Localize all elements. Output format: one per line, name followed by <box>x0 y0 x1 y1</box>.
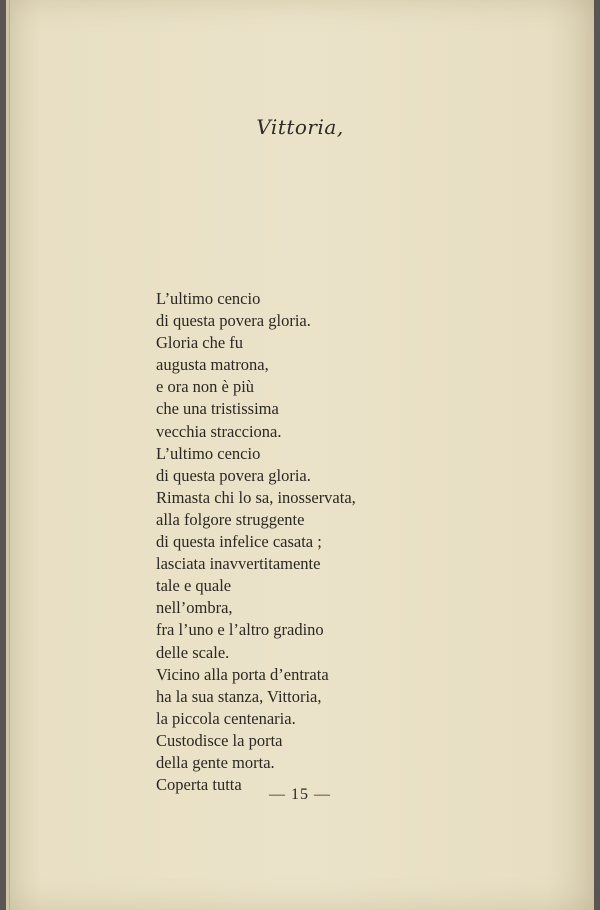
poem-line: che una tristissima <box>156 399 279 419</box>
poem-line: tale e quale <box>156 576 232 596</box>
poem-line: la piccola centenaria. <box>156 708 296 728</box>
poem-line: L’ultimo cencio <box>156 289 261 308</box>
poem-title: Vittoria, <box>256 115 344 139</box>
poem-line: L’ultimo cencio <box>156 443 261 463</box>
poem-line: e ora non è più <box>156 377 255 397</box>
poem-line: lasciata inavvertitamente <box>156 554 321 574</box>
poem-line: di questa povera gloria. <box>156 465 311 485</box>
poem-line: Vicino alla porta d’entrata <box>156 664 329 684</box>
poem-line: delle scale. <box>156 642 230 662</box>
poem-line: di questa povera gloria. <box>156 311 311 331</box>
page-number: — 15 — <box>269 786 331 803</box>
poem-line: Custodisce la porta <box>156 730 283 750</box>
poem-line: della gente morta. <box>156 752 275 772</box>
poem-line: Rimasta chi lo sa, inosservata, <box>156 487 356 507</box>
poem-line: di questa infelice casata ; <box>156 532 322 552</box>
poem-line: fra l’uno e l’altro gradino <box>156 620 324 640</box>
poem-body <box>156 288 356 796</box>
poem-line: Coperta tutta <box>156 775 242 795</box>
poem-line: ha la sua stanza, Vittoria, <box>156 686 322 706</box>
poem-line: Gloria che fu <box>156 333 244 353</box>
poem-line: alla folgore struggente <box>156 509 305 529</box>
poem-line: nell’ombra, <box>156 598 233 618</box>
poem-line: vecchia stracciona. <box>156 421 282 441</box>
poem-line: augusta matrona, <box>156 355 269 375</box>
